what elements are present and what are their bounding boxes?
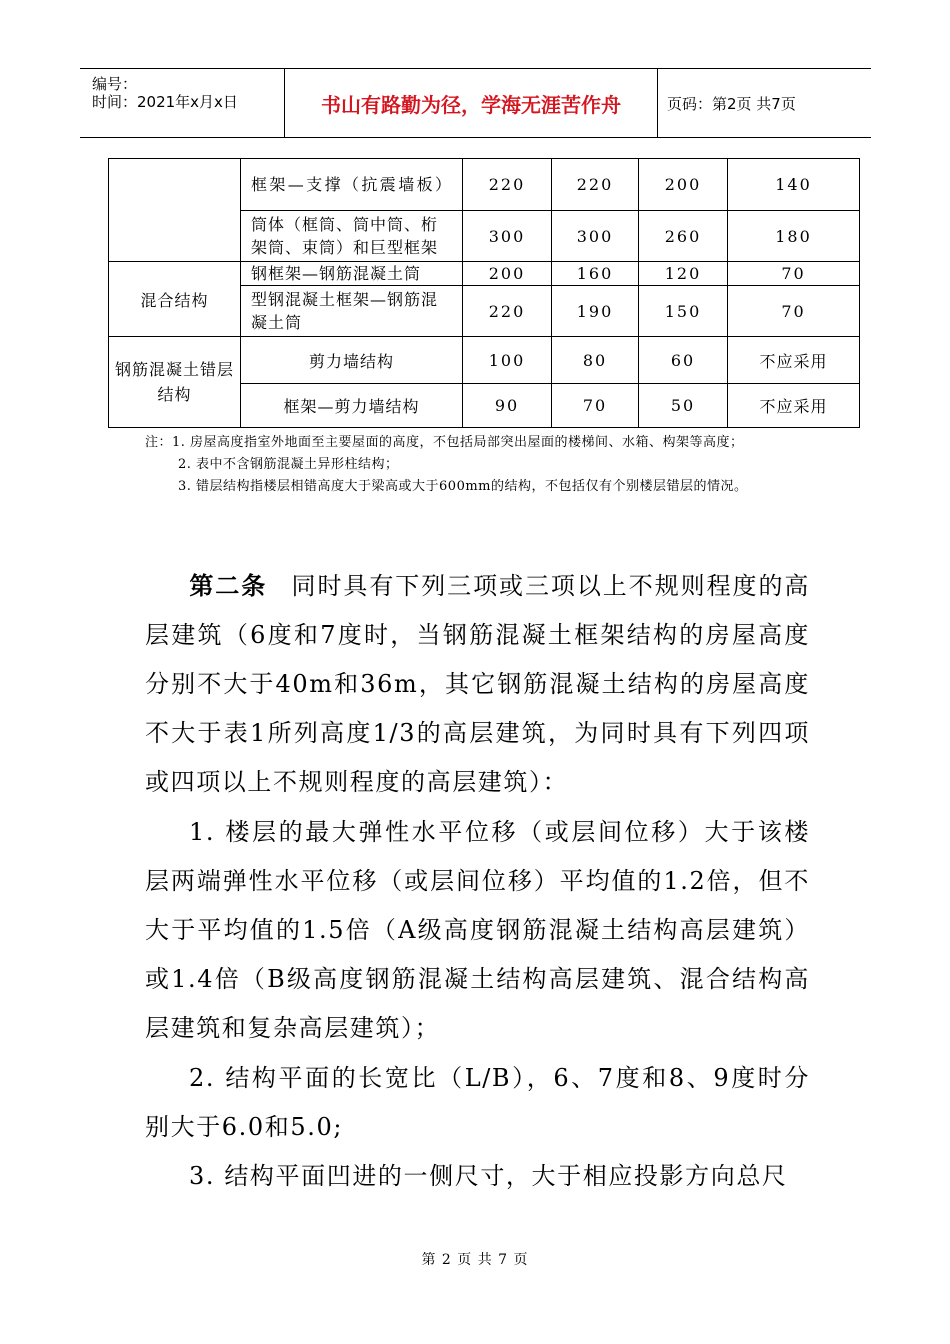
table-structure-type: 剪力墙结构 xyxy=(241,337,463,384)
table-cell: 190 xyxy=(552,286,639,337)
table-cell: 180 xyxy=(728,211,860,262)
article-text: 同时具有下列三项或三项以上不规则程度的高层建筑（6度和7度时，当钢筋混凝土框架结构的房屋高度分别不大于40m和36m，其它钢筋混凝土结构的房屋高度不大于表1所列高度1/3的高层建筑，为同时具有下列四项或四项以上不规则程度的高层建筑）： xyxy=(145,572,810,796)
table-structure-type: 框架—剪力墙结构 xyxy=(241,384,463,428)
article-paragraph xyxy=(145,562,810,807)
article-title: 第二条 xyxy=(189,572,268,600)
item-paragraph: 2. 结构平面的长宽比（L/B），6、7度和8、9度时分别大于6.0和5.0; xyxy=(145,1064,810,1141)
table-cell: 120 xyxy=(639,262,728,286)
table-cell: 50 xyxy=(639,384,728,428)
table-cell: 160 xyxy=(552,262,639,286)
table-cell: 140 xyxy=(728,159,860,211)
table-cell: 220 xyxy=(463,159,552,211)
header-meta xyxy=(80,69,284,137)
page-header xyxy=(80,68,871,138)
table-cell: 100 xyxy=(463,337,552,384)
document-time: 时间：2021年x月x日 xyxy=(92,93,238,111)
table-structure-type: 型钢混凝土框架—钢筋混凝土筒 xyxy=(241,286,463,337)
table-cell: 200 xyxy=(639,159,728,211)
height-limit-table xyxy=(108,158,860,428)
table-cell: 200 xyxy=(463,262,552,286)
table-cell: 220 xyxy=(463,286,552,337)
item-paragraph: 1. 楼层的最大弹性水平位移（或层间位移）大于该楼层两端弹性水平位移（或层间位移）平均值的1.2倍，但不大于平均值的1.5倍（A级高度钢筋混凝土结构高层建筑）或1.4倍（B级高度钢筋混凝土结构高层建筑、混合结构高层建筑和复杂高层建筑）； xyxy=(145,818,810,1042)
table-cell: 150 xyxy=(639,286,728,337)
table-structure-type: 筒体（框筒、筒中筒、桁架筒、束筒）和巨型框架 xyxy=(241,211,463,262)
table-cell: 60 xyxy=(639,337,728,384)
table-cell: 不应采用 xyxy=(728,337,860,384)
table-cell: 70 xyxy=(728,286,860,337)
header-page-info: 页码：第2页 共7页 xyxy=(667,94,796,113)
document-number-label: 编号： xyxy=(92,75,138,93)
table-cell: 不应采用 xyxy=(728,384,860,428)
note-item: 注：1. 房屋高度指室外地面至主要屋面的高度，不包括局部突出屋面的楼梯间、水箱、构架等高度； xyxy=(145,435,744,450)
table-structure-type: 框架—支撑（抗震墙板） xyxy=(241,159,463,211)
table-notes xyxy=(145,432,825,498)
table-cell: 300 xyxy=(463,211,552,262)
table-row xyxy=(109,337,860,384)
table-row xyxy=(109,262,860,286)
table-cell: 90 xyxy=(463,384,552,428)
note-item: 3. 错层结构指楼层相错高度大于梁高或大于600mm的结构，不包括仅有个别楼层错层的情况。 xyxy=(178,479,748,494)
table-cell: 220 xyxy=(552,159,639,211)
table-structure-type: 钢框架—钢筋混凝土筒 xyxy=(241,262,463,286)
table-cell: 70 xyxy=(728,262,860,286)
header-motto: 书山有路勤为径，学海无涯苦作舟 xyxy=(284,69,658,137)
table-row xyxy=(109,159,860,211)
table-cell: 80 xyxy=(552,337,639,384)
table-group-cell xyxy=(109,159,241,262)
note-item: 2. 表中不含钢筋混凝土异形柱结构； xyxy=(178,457,399,472)
item-paragraph: 3. 结构平面凹进的一侧尺寸，大于相应投影方向总尺 xyxy=(189,1162,788,1190)
table-group-cell: 混合结构 xyxy=(109,262,241,337)
table-cell: 300 xyxy=(552,211,639,262)
table-cell: 70 xyxy=(552,384,639,428)
table-cell: 260 xyxy=(639,211,728,262)
page-footer: 第 2 页 共 7 页 xyxy=(421,1252,529,1268)
table-group-cell: 钢筋混凝土错层结构 xyxy=(109,337,241,428)
